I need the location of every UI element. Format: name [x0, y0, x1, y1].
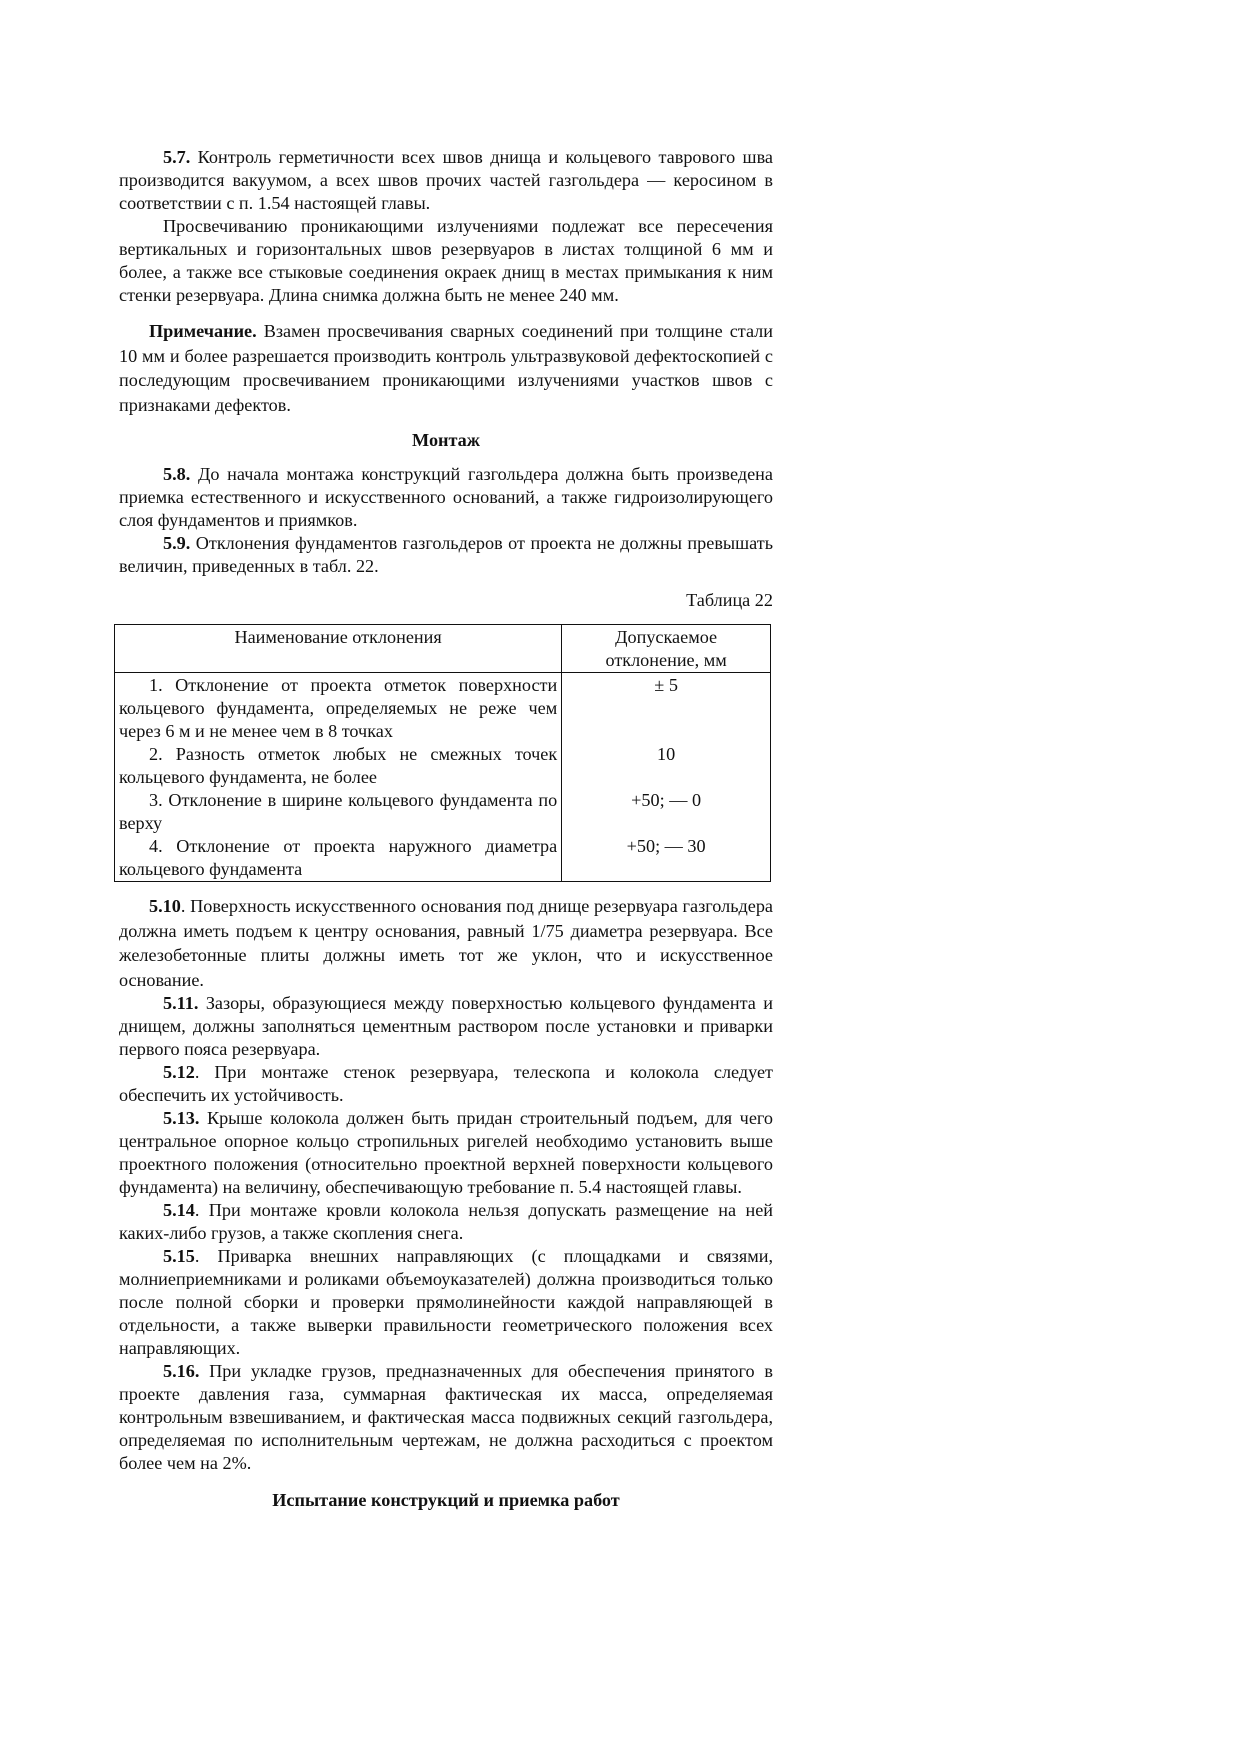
- clause-text: При укладке грузов, предназначенных для обеспечения принятого в проекте давления газа, суммарная фактическая их масса, определяемая контрольным взвешиванием, и фактическая масса подвижных секций газгольдера, определяемая по исполнительным чертежам, не должна расходиться с проектом более чем на 2%.: [119, 1361, 773, 1473]
- note-label: Примечание.: [149, 321, 257, 341]
- clause-text: . Поверхность искусственного основания под днище резервуара газгольдера должна иметь подъем к центру основания, равный 1/75 диаметра резервуара. Все железобетонные плиты должны иметь тот же уклон, что и искусственное основание.: [119, 896, 773, 990]
- table-cell-value: ± 5: [562, 673, 771, 744]
- clause-text: Крыше колокола должен быть придан строительный подъем, для чего центральное опорное кольцо стропильных ригелей необходимо установить выше проектного положения (относительно проектной верхней поверхности кольцевого фундамента) на величину, обеспечивающую требование п. 5.4 настоящей главы.: [119, 1108, 773, 1197]
- paragraph-5-11: [119, 992, 773, 1061]
- paragraph-5-7: [119, 146, 773, 215]
- clause-number: 5.9.: [163, 533, 191, 553]
- clause-number: 5.8.: [163, 464, 191, 484]
- paragraph-5-12: [119, 1061, 773, 1107]
- paragraph-5-10: [119, 894, 773, 992]
- clause-number: 5.13.: [163, 1108, 200, 1128]
- paragraph-5-9: [119, 532, 773, 578]
- paragraph-5-13: [119, 1107, 773, 1199]
- note-paragraph: [119, 319, 773, 417]
- table-cell-name: [115, 743, 562, 789]
- paragraph-5-7-radiography: Просвечиванию проникающими излучениями подлежат все пересечения вертикальных и горизонтальных швов резервуаров в листах толщиной 6 мм и более, а также все стыковые соединения окраек днищ в местах примыкания к ним стенки резервуара. Длина снимка должна быть не менее 240 мм.: [119, 216, 773, 305]
- table-cell-value: +50; — 0: [562, 789, 771, 835]
- clause-number: 5.14: [163, 1200, 195, 1220]
- table-header-value: Допускаемое отклонение, мм: [562, 625, 771, 673]
- paragraph-5-8: [119, 463, 773, 532]
- table-caption: Таблица 22: [686, 590, 773, 610]
- deviation-table: [114, 624, 771, 882]
- clause-number: 5.12: [163, 1062, 195, 1082]
- clause-text: Контроль герметичности всех швов днища и кольцевого таврового шва производится вакуумом, а всех швов прочих частей газгольдера — керосином в соответствии с п. 1.54 настоящей главы.: [119, 147, 773, 213]
- clause-text: . При монтаже стенок резервуара, телескопа и колокола следует обеспечить их устойчивость.: [119, 1062, 773, 1105]
- table-cell-name: [115, 673, 562, 744]
- section-heading-testing: Испытание конструкций и приемка работ: [272, 1490, 620, 1510]
- deviation-name: 3. Отклонение в ширине кольцевого фундамента по верху: [119, 790, 558, 833]
- table-cell-value: 10: [562, 743, 771, 789]
- document-page: [119, 146, 773, 1512]
- table-cell-value: +50; — 30: [562, 835, 771, 882]
- clause-text: . При монтаже кровли колокола нельзя допускать размещение на ней каких-либо грузов, а также скопления снега.: [119, 1200, 773, 1243]
- clause-number: 5.11.: [163, 993, 199, 1013]
- table-row: [115, 743, 771, 789]
- table-cell-name: [115, 835, 562, 882]
- clause-text: Отклонения фундаментов газгольдеров от проекта не должны превышать величин, приведенных в табл. 22.: [119, 533, 773, 576]
- table-header-name: Наименование отклонения: [115, 625, 562, 673]
- clause-number: 5.10: [149, 896, 181, 916]
- table-cell-name: [115, 789, 562, 835]
- clause-text: . Приварка внешних направляющих (с площадками и связями, молниеприемниками и роликами объемоуказателей) должна производиться только после полной сборки и проверки прямолинейности каждой направляющей в отдельности, а также выверки правильности геометрического положения всех направляющих.: [119, 1246, 773, 1358]
- clause-text: Зазоры, образующиеся между поверхностью кольцевого фундамента и днищем, должны заполняться цементным раствором после установки и приварки первого пояса резервуара.: [119, 993, 773, 1059]
- note-text: Взамен просвечивания сварных соединений при толщине стали 10 мм и более разрешается производить контроль ультразвуковой дефектоскопией с последующим просвечиванием проникающими излучениями участков швов с признаками дефектов.: [119, 321, 773, 415]
- deviation-name: 2. Разность отметок любых не смежных точек кольцевого фундамента, не более: [119, 744, 558, 787]
- clause-text: До начала монтажа конструкций газгольдера должна быть произведена приемка естественного и искусственного оснований, а также гидроизолирующего слоя фундаментов и приямков.: [119, 464, 773, 530]
- clause-number: 5.16.: [163, 1361, 200, 1381]
- paragraph-5-14: [119, 1199, 773, 1245]
- deviation-name: 4. Отклонение от проекта наружного диаметра кольцевого фундамента: [119, 836, 558, 879]
- clause-number: 5.7.: [163, 147, 191, 167]
- paragraph-5-16: [119, 1360, 773, 1475]
- table-header-row: [115, 625, 771, 673]
- table-row: [115, 789, 771, 835]
- deviation-name: 1. Отклонение от проекта отметок поверхности кольцевого фундамента, определяемых не реже чем через 6 м и не менее чем в 8 точках: [119, 675, 558, 741]
- paragraph-5-15: [119, 1245, 773, 1360]
- clause-number: 5.15: [163, 1246, 195, 1266]
- table-row: [115, 835, 771, 882]
- table-row: [115, 673, 771, 744]
- section-heading-montage: Монтаж: [412, 430, 480, 450]
